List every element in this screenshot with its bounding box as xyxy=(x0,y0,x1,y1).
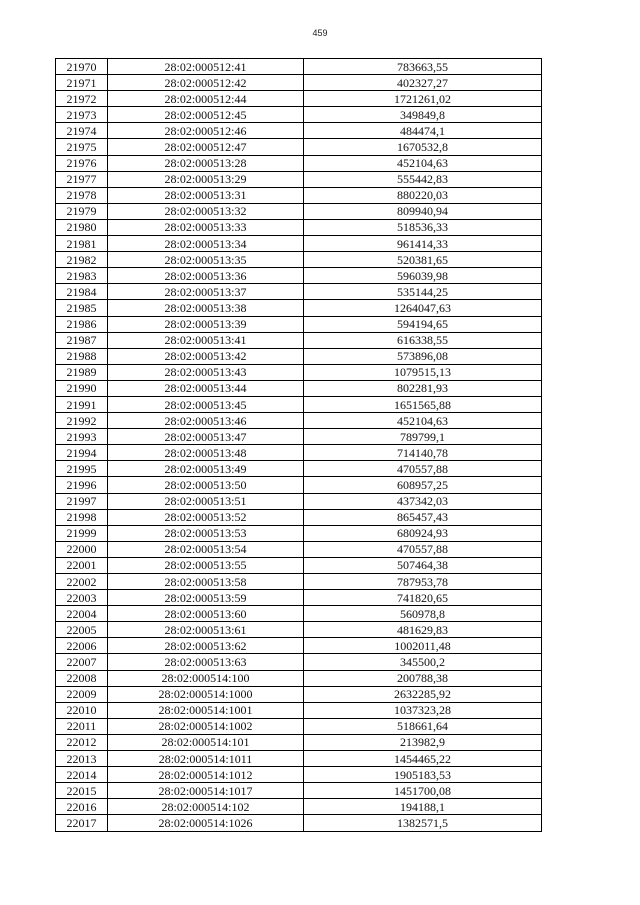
value-cell: 741820,65 xyxy=(304,590,542,606)
value-cell: 1451700,08 xyxy=(304,783,542,799)
value-cell: 594194,65 xyxy=(304,316,542,332)
row-number-cell: 22013 xyxy=(56,751,108,767)
value-cell: 560978,8 xyxy=(304,606,542,622)
value-cell: 1454465,22 xyxy=(304,751,542,767)
row-number-cell: 22017 xyxy=(56,815,108,831)
cadastral-number-cell: 28:02:000513:37 xyxy=(108,284,304,300)
value-cell: 1382571,5 xyxy=(304,815,542,831)
value-cell: 484474,1 xyxy=(304,123,542,139)
cadastral-number-cell: 28:02:000513:60 xyxy=(108,606,304,622)
cadastral-number-cell: 28:02:000513:43 xyxy=(108,364,304,380)
value-cell: 1670532,8 xyxy=(304,139,542,155)
cadastral-number-cell: 28:02:000513:45 xyxy=(108,396,304,412)
cadastral-number-cell: 28:02:000513:36 xyxy=(108,268,304,284)
table-row xyxy=(56,686,542,702)
table-row xyxy=(56,541,542,557)
row-number-cell: 21983 xyxy=(56,268,108,284)
row-number-cell: 22005 xyxy=(56,622,108,638)
row-number-cell: 21972 xyxy=(56,91,108,107)
value-cell: 349849,8 xyxy=(304,107,542,123)
value-cell: 802281,93 xyxy=(304,380,542,396)
page-number: 459 xyxy=(312,28,328,38)
table-row xyxy=(56,751,542,767)
value-cell: 1037323,28 xyxy=(304,702,542,718)
cadastral-number-cell: 28:02:000513:35 xyxy=(108,252,304,268)
row-number-cell: 21982 xyxy=(56,252,108,268)
value-cell: 608957,25 xyxy=(304,477,542,493)
table-row xyxy=(56,396,542,412)
row-number-cell: 21979 xyxy=(56,203,108,219)
table-row xyxy=(56,268,542,284)
table-row xyxy=(56,300,542,316)
row-number-cell: 21991 xyxy=(56,396,108,412)
value-cell: 714140,78 xyxy=(304,445,542,461)
cadastral-number-cell: 28:02:000514:1001 xyxy=(108,702,304,718)
row-number-cell: 21975 xyxy=(56,139,108,155)
table-row xyxy=(56,654,542,670)
value-cell: 452104,63 xyxy=(304,155,542,171)
row-number-cell: 21973 xyxy=(56,107,108,123)
row-number-cell: 22016 xyxy=(56,799,108,815)
row-number-cell: 21997 xyxy=(56,493,108,509)
row-number-cell: 22000 xyxy=(56,541,108,557)
cadastral-number-cell: 28:02:000513:42 xyxy=(108,348,304,364)
cadastral-number-cell: 28:02:000514:1026 xyxy=(108,815,304,831)
cadastral-number-cell: 28:02:000512:42 xyxy=(108,75,304,91)
table-row xyxy=(56,606,542,622)
row-number-cell: 21999 xyxy=(56,525,108,541)
table-body xyxy=(56,59,542,832)
table-row xyxy=(56,252,542,268)
cadastral-number-cell: 28:02:000513:48 xyxy=(108,445,304,461)
row-number-cell: 22006 xyxy=(56,638,108,654)
table-row xyxy=(56,702,542,718)
value-cell: 616338,55 xyxy=(304,332,542,348)
cadastral-value-table xyxy=(55,58,542,832)
value-cell: 470557,88 xyxy=(304,541,542,557)
row-number-cell: 22009 xyxy=(56,686,108,702)
table-row xyxy=(56,380,542,396)
row-number-cell: 21993 xyxy=(56,429,108,445)
row-number-cell: 22003 xyxy=(56,590,108,606)
cadastral-number-cell: 28:02:000514:1017 xyxy=(108,783,304,799)
row-number-cell: 21994 xyxy=(56,445,108,461)
cadastral-number-cell: 28:02:000513:61 xyxy=(108,622,304,638)
table-row xyxy=(56,525,542,541)
value-cell: 573896,08 xyxy=(304,348,542,364)
row-number-cell: 21970 xyxy=(56,59,108,75)
row-number-cell: 21976 xyxy=(56,155,108,171)
value-cell: 789799,1 xyxy=(304,429,542,445)
cadastral-number-cell: 28:02:000513:39 xyxy=(108,316,304,332)
row-number-cell: 21988 xyxy=(56,348,108,364)
cadastral-number-cell: 28:02:000513:55 xyxy=(108,557,304,573)
table-row xyxy=(56,509,542,525)
cadastral-number-cell: 28:02:000513:31 xyxy=(108,187,304,203)
row-number-cell: 21981 xyxy=(56,236,108,252)
cadastral-number-cell: 28:02:000514:1011 xyxy=(108,751,304,767)
value-cell: 200788,38 xyxy=(304,670,542,686)
cadastral-number-cell: 28:02:000512:47 xyxy=(108,139,304,155)
cadastral-number-cell: 28:02:000513:51 xyxy=(108,493,304,509)
cadastral-number-cell: 28:02:000513:53 xyxy=(108,525,304,541)
value-cell: 596039,98 xyxy=(304,268,542,284)
table-row xyxy=(56,364,542,380)
row-number-cell: 21984 xyxy=(56,284,108,300)
cadastral-number-cell: 28:02:000512:46 xyxy=(108,123,304,139)
cadastral-number-cell: 28:02:000513:32 xyxy=(108,203,304,219)
table-row xyxy=(56,348,542,364)
row-number-cell: 21996 xyxy=(56,477,108,493)
row-number-cell: 21986 xyxy=(56,316,108,332)
row-number-cell: 21995 xyxy=(56,461,108,477)
row-number-cell: 22007 xyxy=(56,654,108,670)
cadastral-number-cell: 28:02:000512:44 xyxy=(108,91,304,107)
table-row xyxy=(56,557,542,573)
value-cell: 1002011,48 xyxy=(304,638,542,654)
table-row xyxy=(56,718,542,734)
cadastral-number-cell: 28:02:000513:59 xyxy=(108,590,304,606)
table-row xyxy=(56,783,542,799)
table-row xyxy=(56,413,542,429)
cadastral-number-cell: 28:02:000514:1002 xyxy=(108,718,304,734)
cadastral-number-cell: 28:02:000513:29 xyxy=(108,171,304,187)
value-cell: 1079515,13 xyxy=(304,364,542,380)
table-row xyxy=(56,123,542,139)
value-cell: 535144,25 xyxy=(304,284,542,300)
value-cell: 518536,33 xyxy=(304,219,542,235)
table-row xyxy=(56,91,542,107)
row-number-cell: 21998 xyxy=(56,509,108,525)
value-cell: 437342,03 xyxy=(304,493,542,509)
value-cell: 809940,94 xyxy=(304,203,542,219)
value-cell: 507464,38 xyxy=(304,557,542,573)
value-cell: 2632285,92 xyxy=(304,686,542,702)
cadastral-number-cell: 28:02:000513:62 xyxy=(108,638,304,654)
value-cell: 452104,63 xyxy=(304,413,542,429)
value-cell: 961414,33 xyxy=(304,236,542,252)
row-number-cell: 21992 xyxy=(56,413,108,429)
table-row xyxy=(56,236,542,252)
cadastral-number-cell: 28:02:000513:63 xyxy=(108,654,304,670)
cadastral-number-cell: 28:02:000513:33 xyxy=(108,219,304,235)
cadastral-number-cell: 28:02:000513:44 xyxy=(108,380,304,396)
row-number-cell: 21977 xyxy=(56,171,108,187)
table-row xyxy=(56,493,542,509)
table-row xyxy=(56,203,542,219)
table-row xyxy=(56,767,542,783)
row-number-cell: 21989 xyxy=(56,364,108,380)
cadastral-number-cell: 28:02:000513:46 xyxy=(108,413,304,429)
value-cell: 865457,43 xyxy=(304,509,542,525)
table-row xyxy=(56,638,542,654)
row-number-cell: 21980 xyxy=(56,219,108,235)
table-row xyxy=(56,622,542,638)
table-row xyxy=(56,187,542,203)
cadastral-number-cell: 28:02:000513:49 xyxy=(108,461,304,477)
value-cell: 880220,03 xyxy=(304,187,542,203)
cadastral-number-cell: 28:02:000513:47 xyxy=(108,429,304,445)
cadastral-number-cell: 28:02:000512:45 xyxy=(108,107,304,123)
table-row xyxy=(56,461,542,477)
value-cell: 555442,83 xyxy=(304,171,542,187)
value-cell: 194188,1 xyxy=(304,799,542,815)
table-row xyxy=(56,445,542,461)
table-row xyxy=(56,590,542,606)
table-row xyxy=(56,477,542,493)
value-cell: 213982,9 xyxy=(304,734,542,750)
table-row xyxy=(56,75,542,91)
value-cell: 481629,83 xyxy=(304,622,542,638)
table-row xyxy=(56,429,542,445)
table-row xyxy=(56,155,542,171)
table-row xyxy=(56,734,542,750)
row-number-cell: 22012 xyxy=(56,734,108,750)
value-cell: 787953,78 xyxy=(304,574,542,590)
cadastral-number-cell: 28:02:000513:54 xyxy=(108,541,304,557)
row-number-cell: 21990 xyxy=(56,380,108,396)
table-row xyxy=(56,574,542,590)
value-cell: 402327,27 xyxy=(304,75,542,91)
row-number-cell: 22004 xyxy=(56,606,108,622)
table-row xyxy=(56,815,542,831)
cadastral-number-cell: 28:02:000514:101 xyxy=(108,734,304,750)
table-row xyxy=(56,139,542,155)
cadastral-number-cell: 28:02:000513:58 xyxy=(108,574,304,590)
row-number-cell: 22008 xyxy=(56,670,108,686)
row-number-cell: 22001 xyxy=(56,557,108,573)
cadastral-number-cell: 28:02:000514:1012 xyxy=(108,767,304,783)
table-row xyxy=(56,316,542,332)
row-number-cell: 21974 xyxy=(56,123,108,139)
value-cell: 1721261,02 xyxy=(304,91,542,107)
value-cell: 1651565,88 xyxy=(304,396,542,412)
row-number-cell: 21971 xyxy=(56,75,108,91)
value-cell: 783663,55 xyxy=(304,59,542,75)
table-row xyxy=(56,670,542,686)
table-row xyxy=(56,332,542,348)
row-number-cell: 22015 xyxy=(56,783,108,799)
value-cell: 518661,64 xyxy=(304,718,542,734)
table-row xyxy=(56,107,542,123)
table-row xyxy=(56,171,542,187)
cadastral-number-cell: 28:02:000512:41 xyxy=(108,59,304,75)
cadastral-number-cell: 28:02:000513:34 xyxy=(108,236,304,252)
cadastral-number-cell: 28:02:000513:50 xyxy=(108,477,304,493)
value-cell: 520381,65 xyxy=(304,252,542,268)
cadastral-number-cell: 28:02:000514:100 xyxy=(108,670,304,686)
cadastral-number-cell: 28:02:000513:52 xyxy=(108,509,304,525)
table-row xyxy=(56,284,542,300)
row-number-cell: 21978 xyxy=(56,187,108,203)
value-cell: 680924,93 xyxy=(304,525,542,541)
cadastral-number-cell: 28:02:000513:28 xyxy=(108,155,304,171)
value-cell: 1264047,63 xyxy=(304,300,542,316)
row-number-cell: 22011 xyxy=(56,718,108,734)
value-cell: 470557,88 xyxy=(304,461,542,477)
row-number-cell: 21987 xyxy=(56,332,108,348)
value-cell: 1905183,53 xyxy=(304,767,542,783)
cadastral-number-cell: 28:02:000513:38 xyxy=(108,300,304,316)
row-number-cell: 21985 xyxy=(56,300,108,316)
table-row xyxy=(56,219,542,235)
row-number-cell: 22010 xyxy=(56,702,108,718)
value-cell: 345500,2 xyxy=(304,654,542,670)
table-row xyxy=(56,799,542,815)
row-number-cell: 22014 xyxy=(56,767,108,783)
cadastral-number-cell: 28:02:000514:102 xyxy=(108,799,304,815)
cadastral-number-cell: 28:02:000514:1000 xyxy=(108,686,304,702)
cadastral-number-cell: 28:02:000513:41 xyxy=(108,332,304,348)
table-row xyxy=(56,59,542,75)
row-number-cell: 22002 xyxy=(56,574,108,590)
